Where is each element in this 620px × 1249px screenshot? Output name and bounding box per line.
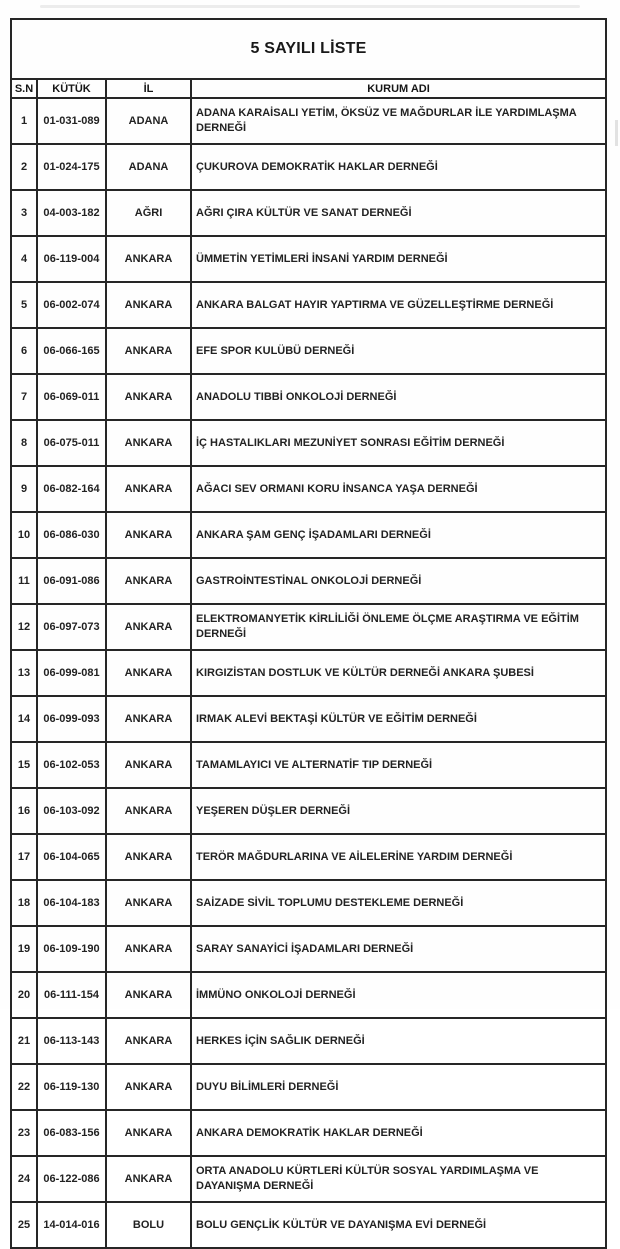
serial-number-cell: 2	[11, 144, 37, 190]
list-table	[10, 18, 607, 1249]
scan-artifact	[615, 120, 618, 146]
serial-number-cell: 18	[11, 880, 37, 926]
table-row	[11, 696, 606, 742]
serial-number-cell: 4	[11, 236, 37, 282]
province-cell: ANKARA	[106, 558, 191, 604]
table-row	[11, 880, 606, 926]
serial-number-cell: 11	[11, 558, 37, 604]
province-cell: ANKARA	[106, 604, 191, 650]
organization-name-cell: TAMAMLAYICI VE ALTERNATİF TIP DERNEĞİ	[191, 742, 606, 788]
title-row	[11, 19, 606, 79]
province-cell: ADANA	[106, 144, 191, 190]
table-row	[11, 926, 606, 972]
organization-name-cell: SARAY SANAYİCİ İŞADAMLARI DERNEĞİ	[191, 926, 606, 972]
organization-name-cell: ANKARA BALGAT HAYIR YAPTIRMA VE GÜZELLEŞTİRME DERNEĞİ	[191, 282, 606, 328]
organization-name-cell: AĞACI SEV ORMANI KORU İNSANCA YAŞA DERNEĞİ	[191, 466, 606, 512]
registry-number-cell: 06-102-053	[37, 742, 106, 788]
registry-number-cell: 06-097-073	[37, 604, 106, 650]
table-row	[11, 236, 606, 282]
table-row	[11, 190, 606, 236]
serial-number-cell: 17	[11, 834, 37, 880]
organization-name-cell: ELEKTROMANYETİK KİRLİLİĞİ ÖNLEME ÖLÇME ARAŞTIRMA VE EĞİTİM DERNEĞİ	[191, 604, 606, 650]
province-cell: ANKARA	[106, 972, 191, 1018]
registry-number-cell: 04-003-182	[37, 190, 106, 236]
serial-number-cell: 21	[11, 1018, 37, 1064]
province-cell: ANKARA	[106, 926, 191, 972]
serial-number-cell: 23	[11, 1110, 37, 1156]
registry-number-cell: 06-066-165	[37, 328, 106, 374]
province-cell: ANKARA	[106, 466, 191, 512]
table-row	[11, 98, 606, 144]
organization-name-cell: ÜMMETİN YETİMLERİ İNSANİ YARDIM DERNEĞİ	[191, 236, 606, 282]
province-cell: ANKARA	[106, 374, 191, 420]
table-row	[11, 144, 606, 190]
organization-name-cell: GASTROİNTESTİNAL ONKOLOJİ DERNEĞİ	[191, 558, 606, 604]
registry-number-cell: 06-083-156	[37, 1110, 106, 1156]
serial-number-cell: 8	[11, 420, 37, 466]
organization-name-cell: ANADOLU TIBBİ ONKOLOJİ DERNEĞİ	[191, 374, 606, 420]
table-row	[11, 972, 606, 1018]
table-row	[11, 282, 606, 328]
organization-name-cell: DUYU BİLİMLERİ DERNEĞİ	[191, 1064, 606, 1110]
table-row	[11, 512, 606, 558]
serial-number-cell: 24	[11, 1156, 37, 1202]
organization-name-cell: ADANA KARAİSALI YETİM, ÖKSÜZ VE MAĞDURLAR İLE YARDIMLAŞMA DERNEĞİ	[191, 98, 606, 144]
organization-name-cell: ÇUKUROVA DEMOKRATİK HAKLAR DERNEĞİ	[191, 144, 606, 190]
serial-number-cell: 25	[11, 1202, 37, 1248]
province-cell: ADANA	[106, 98, 191, 144]
table-row	[11, 742, 606, 788]
serial-number-cell: 16	[11, 788, 37, 834]
serial-number-cell: 9	[11, 466, 37, 512]
organization-name-cell: KIRGIZİSTAN DOSTLUK VE KÜLTÜR DERNEĞİ ANKARA ŞUBESİ	[191, 650, 606, 696]
province-cell: ANKARA	[106, 328, 191, 374]
province-cell: ANKARA	[106, 512, 191, 558]
page-title: 5 SAYILI LİSTE	[11, 19, 606, 79]
province-cell: ANKARA	[106, 834, 191, 880]
registry-number-cell: 06-103-092	[37, 788, 106, 834]
organization-name-cell: BOLU GENÇLİK KÜLTÜR VE DAYANIŞMA EVİ DERNEĞİ	[191, 1202, 606, 1248]
organization-name-cell: TERÖR MAĞDURLARINA VE AİLELERİNE YARDIM DERNEĞİ	[191, 834, 606, 880]
table-row	[11, 604, 606, 650]
serial-number-cell: 15	[11, 742, 37, 788]
serial-number-cell: 1	[11, 98, 37, 144]
serial-number-cell: 7	[11, 374, 37, 420]
province-cell: ANKARA	[106, 1018, 191, 1064]
table-row	[11, 788, 606, 834]
organization-name-cell: İMMÜNO ONKOLOJİ DERNEĞİ	[191, 972, 606, 1018]
serial-number-cell: 20	[11, 972, 37, 1018]
table-row	[11, 1156, 606, 1202]
province-cell: AĞRI	[106, 190, 191, 236]
column-header-sn: S.N	[11, 79, 37, 98]
table-header-row	[11, 79, 606, 98]
table-row	[11, 374, 606, 420]
serial-number-cell: 5	[11, 282, 37, 328]
registry-number-cell: 06-122-086	[37, 1156, 106, 1202]
organization-name-cell: ORTA ANADOLU KÜRTLERİ KÜLTÜR SOSYAL YARDIMLAŞMA VE DAYANIŞMA DERNEĞİ	[191, 1156, 606, 1202]
column-header-il: İL	[106, 79, 191, 98]
table-row	[11, 328, 606, 374]
organization-name-cell: İÇ HASTALIKLARI MEZUNİYET SONRASI EĞİTİM DERNEĞİ	[191, 420, 606, 466]
table-row	[11, 558, 606, 604]
serial-number-cell: 10	[11, 512, 37, 558]
serial-number-cell: 3	[11, 190, 37, 236]
registry-number-cell: 06-075-011	[37, 420, 106, 466]
registry-number-cell: 06-091-086	[37, 558, 106, 604]
organization-name-cell: HERKES İÇİN SAĞLIK DERNEĞİ	[191, 1018, 606, 1064]
serial-number-cell: 22	[11, 1064, 37, 1110]
registry-number-cell: 01-031-089	[37, 98, 106, 144]
province-cell: ANKARA	[106, 1156, 191, 1202]
province-cell: ANKARA	[106, 236, 191, 282]
registry-number-cell: 06-104-065	[37, 834, 106, 880]
registry-number-cell: 01-024-175	[37, 144, 106, 190]
registry-number-cell: 06-109-190	[37, 926, 106, 972]
serial-number-cell: 13	[11, 650, 37, 696]
table-row	[11, 650, 606, 696]
column-header-kutuk: KÜTÜK	[37, 79, 106, 98]
registry-number-cell: 06-119-004	[37, 236, 106, 282]
serial-number-cell: 19	[11, 926, 37, 972]
table-row	[11, 1064, 606, 1110]
province-cell: ANKARA	[106, 696, 191, 742]
organization-name-cell: ANKARA DEMOKRATİK HAKLAR DERNEĞİ	[191, 1110, 606, 1156]
province-cell: ANKARA	[106, 282, 191, 328]
table-row	[11, 834, 606, 880]
registry-number-cell: 06-104-183	[37, 880, 106, 926]
province-cell: ANKARA	[106, 1110, 191, 1156]
registry-number-cell: 06-086-030	[37, 512, 106, 558]
registry-number-cell: 06-002-074	[37, 282, 106, 328]
province-cell: ANKARA	[106, 788, 191, 834]
province-cell: ANKARA	[106, 420, 191, 466]
scan-artifact	[40, 5, 580, 8]
registry-number-cell: 06-113-143	[37, 1018, 106, 1064]
table-row	[11, 1202, 606, 1248]
organization-name-cell: SAİZADE SİVİL TOPLUMU DESTEKLEME DERNEĞİ	[191, 880, 606, 926]
serial-number-cell: 12	[11, 604, 37, 650]
province-cell: ANKARA	[106, 742, 191, 788]
table-row	[11, 1018, 606, 1064]
serial-number-cell: 14	[11, 696, 37, 742]
registry-number-cell: 06-069-011	[37, 374, 106, 420]
table-row	[11, 420, 606, 466]
registry-number-cell: 06-111-154	[37, 972, 106, 1018]
province-cell: ANKARA	[106, 880, 191, 926]
province-cell: ANKARA	[106, 650, 191, 696]
column-header-kurum-adi: KURUM ADI	[191, 79, 606, 98]
registry-number-cell: 06-099-081	[37, 650, 106, 696]
serial-number-cell: 6	[11, 328, 37, 374]
organization-name-cell: AĞRI ÇIRA KÜLTÜR VE SANAT DERNEĞİ	[191, 190, 606, 236]
organization-name-cell: YEŞEREN DÜŞLER DERNEĞİ	[191, 788, 606, 834]
organization-name-cell: ANKARA ŞAM GENÇ İŞADAMLARI DERNEĞİ	[191, 512, 606, 558]
registry-number-cell: 14-014-016	[37, 1202, 106, 1248]
registry-number-cell: 06-082-164	[37, 466, 106, 512]
organization-name-cell: EFE SPOR KULÜBÜ DERNEĞİ	[191, 328, 606, 374]
province-cell: ANKARA	[106, 1064, 191, 1110]
organization-name-cell: IRMAK ALEVİ BEKTAŞİ KÜLTÜR VE EĞİTİM DERNEĞİ	[191, 696, 606, 742]
table-body	[11, 98, 606, 1248]
province-cell: BOLU	[106, 1202, 191, 1248]
registry-number-cell: 06-099-093	[37, 696, 106, 742]
table-row	[11, 466, 606, 512]
table-row	[11, 1110, 606, 1156]
registry-number-cell: 06-119-130	[37, 1064, 106, 1110]
